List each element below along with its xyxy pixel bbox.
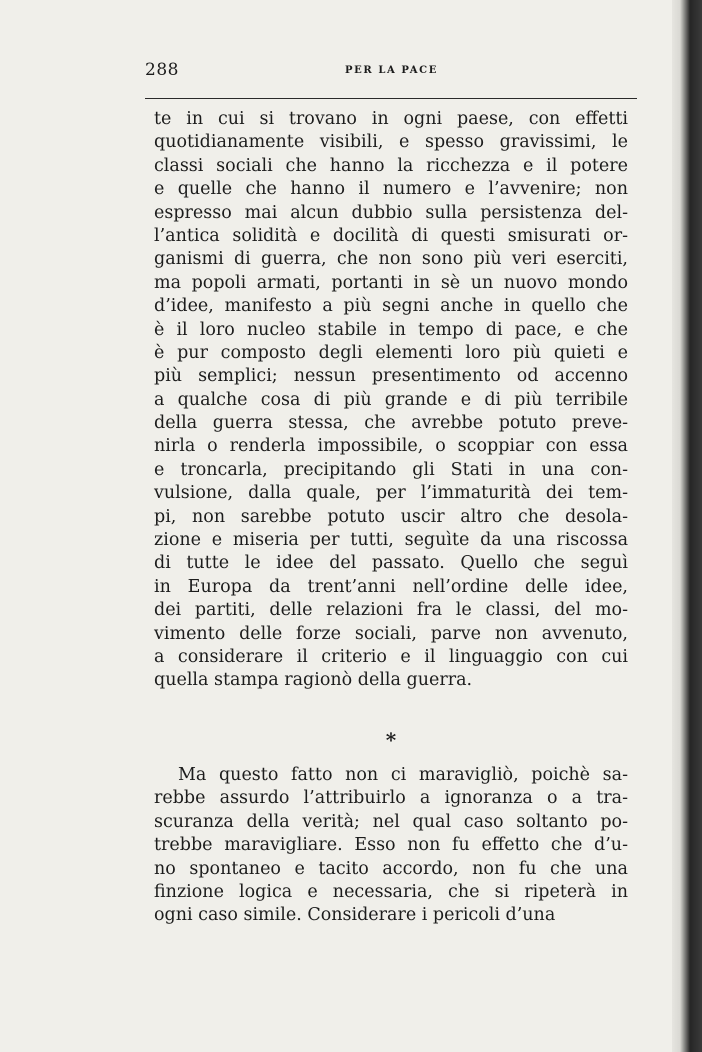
text-line: a qualche cosa di più grande e di più terribile (154, 389, 628, 410)
text-line: te in cui si trovano in ogni paese, con effetti (154, 109, 628, 129)
text-line: e quelle che hanno il numero e l’avvenire; non (154, 179, 628, 200)
text-line: classi sociali che hanno la ricchezza e il potere (154, 155, 628, 176)
text-line: zione e miseria per tutti, seguìte da una riscossa (154, 530, 628, 551)
paragraph-1 (154, 108, 628, 693)
text-line: in Europa da trent’anni nell’ordine delle idee, (154, 576, 628, 597)
text-line: ganismi di guerra, che non sono più veri eserciti, (154, 249, 628, 270)
text-line: finzione logica e necessaria, che si ripeterà in (154, 881, 628, 902)
page-edge-shadow (672, 0, 702, 1052)
text-line: a considerare il criterio e il linguaggio con cui (154, 646, 628, 667)
text-line: più semplici; nessun presentimento od accenno (154, 366, 628, 387)
text-line: è il loro nucleo stabile in tempo di pace, e che (154, 319, 628, 340)
text-line: vulsione, dalla quale, per l’immaturità dei tem- (154, 483, 628, 504)
text-line: e troncarla, precipitando gli Stati in una con- (154, 459, 628, 480)
section-separator: * (385, 728, 397, 752)
header-rule (145, 98, 637, 99)
text-line: ma popoli armati, portanti in sè un nuovo mondo (154, 272, 628, 293)
text-line: scuranza della verità; nel qual caso soltanto po- (154, 811, 628, 832)
running-title: PER LA PACE (345, 65, 438, 76)
text-line: pi, non sarebbe potuto uscir altro che desola- (154, 506, 628, 527)
page-header (145, 60, 635, 90)
page-number: 288 (145, 60, 179, 80)
text-line: d’idee, manifesto a più segni anche in quello che (154, 296, 628, 317)
text-line: rebbe assurdo l’attribuirlo a ignoranza o a tra- (154, 788, 628, 809)
text-line: trebbe maravigliare. Esso non fu effetto che d’u- (154, 835, 628, 856)
text-line: Ma questo fatto non ci maravigliò, poichè sa- (178, 765, 628, 785)
text-line: è pur composto degli elementi loro più quieti e (154, 342, 628, 363)
text-line: quotidianamente visibili, e spesso gravissimi, le (154, 132, 628, 153)
text-line: espresso mai alcun dubbio sulla persistenza del- (154, 202, 628, 223)
text-line: l’antica solidità e docilità di questi smisurati or- (154, 225, 628, 246)
text-line: quella stampa ragionò della guerra. (154, 670, 473, 691)
text-line: nirla o renderla impossibile, o scoppiar con essa (154, 436, 628, 457)
text-line: di tutte le idee del passato. Quello che seguì (154, 553, 628, 574)
text-line: no spontaneo e tacito accordo, non fu che una (154, 858, 628, 879)
paragraph-2 (154, 764, 628, 928)
text-line: dei partiti, delle relazioni fra le classi, del mo- (154, 600, 628, 621)
text-line: della guerra stessa, che avrebbe potuto preve- (154, 413, 628, 434)
text-line: vimento delle forze sociali, parve non avvenuto, (154, 623, 628, 644)
text-line: ogni caso simile. Considerare i pericoli d’una (154, 905, 556, 926)
